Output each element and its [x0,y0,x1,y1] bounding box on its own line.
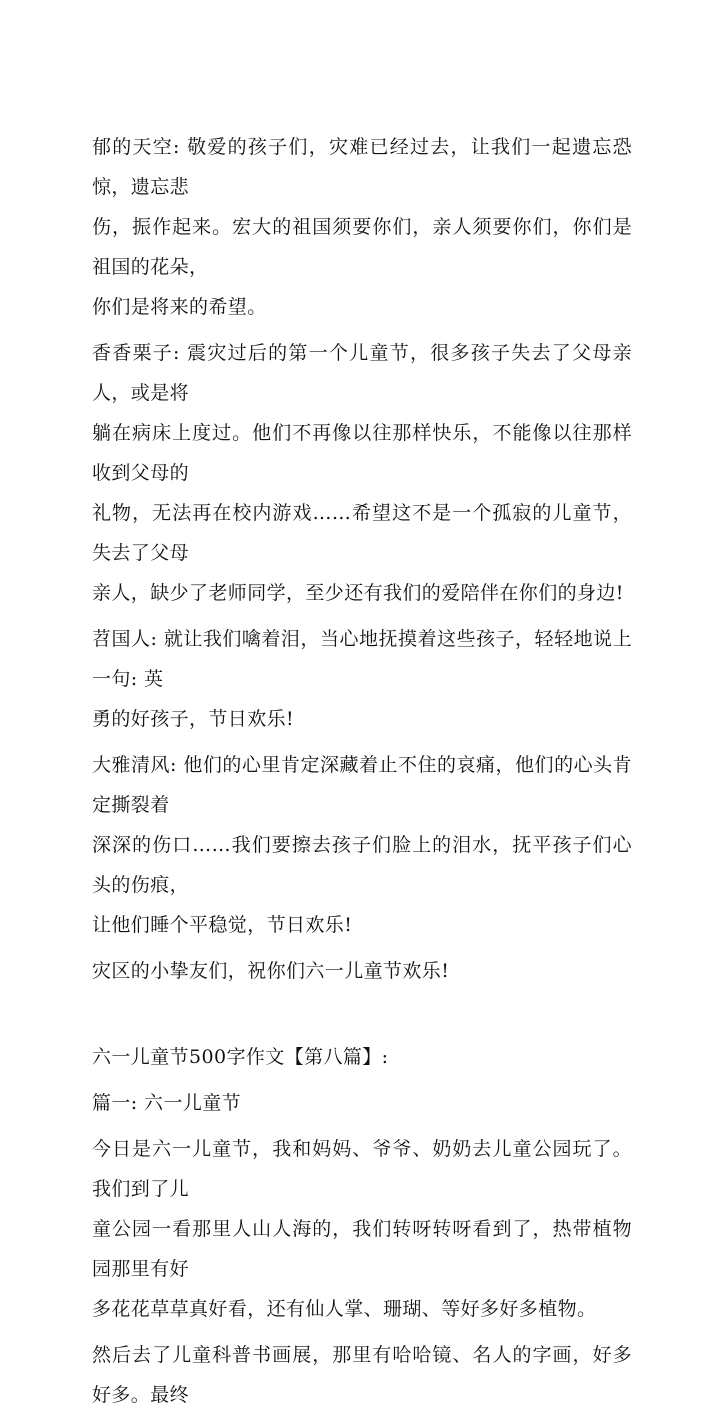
text-line: 童公园一看那里人山人海的，我们转呀转呀看到了，热带植物园那里有好 [92,1218,632,1280]
paragraph [92,619,632,739]
section-heading: 六一儿童节500字作文【第八篇】: [92,1046,389,1068]
text-line: 苕国人: 就让我们噙着泪，当心地抚摸着这些孩子，轻轻地说上一句: 英 [92,628,632,690]
paragraph [92,745,632,945]
text-line: 让他们睡个平稳觉，节日欢乐! [92,914,353,936]
subheading: 篇一: 六一儿童节 [92,1092,242,1114]
paragraph [92,951,632,991]
text-line: 郁的天空: 敬爱的孩子们，灾难已经过去，让我们一起遗忘恐惊，遗忘悲 [92,136,632,198]
text-line: 勇的好孩子，节日欢乐! [92,708,295,730]
blank-line [92,997,632,1037]
text-line: 灾区的小挚友们，祝你们六一儿童节欢乐! [92,960,450,982]
text-line: 今日是六一儿童节，我和妈妈、爷爷、奶奶去儿童公园玩了。我们到了儿 [92,1138,632,1200]
text-line: 深深的伤口……我们要擦去孩子们脸上的泪水，抚平孩子们心头的伤痕， [92,834,632,896]
subheading-block [92,1083,632,1123]
paragraph [92,1335,632,1415]
text-line: 然后去了儿童科普书画展，那里有哈哈镜、名人的字画，好多好多。最终 [92,1344,632,1406]
text-line: 大雅清风: 他们的心里肯定深藏着止不住的哀痛，他们的心头肯定撕裂着 [92,754,632,816]
text-line: 你们是将来的希望。 [92,296,267,318]
text-line: 伤，振作起来。宏大的祖国须要你们，亲人须要你们，你们是祖国的花朵， [92,216,632,278]
text-line: 亲人，缺少了老师同学，至少还有我们的爱陪伴在你们的身边! [92,582,624,604]
text-line: 多花花草草真好看，还有仙人掌、珊瑚、等好多好多植物。 [92,1298,597,1320]
paragraph [92,1129,632,1329]
text-line: 礼物，无法再在校内游戏……希望这不是一个孤寂的儿童节，失去了父母 [92,502,632,564]
paragraph [92,333,632,613]
text-line: 香香栗子: 震灾过后的第一个儿童节，很多孩子失去了父母亲人，或是将 [92,342,632,404]
section-heading-block [92,1037,632,1077]
text-line: 躺在病床上度过。他们不再像以往那样快乐，不能像以往那样收到父母的 [92,422,632,484]
paragraph [92,127,632,327]
document-body [92,127,632,1421]
